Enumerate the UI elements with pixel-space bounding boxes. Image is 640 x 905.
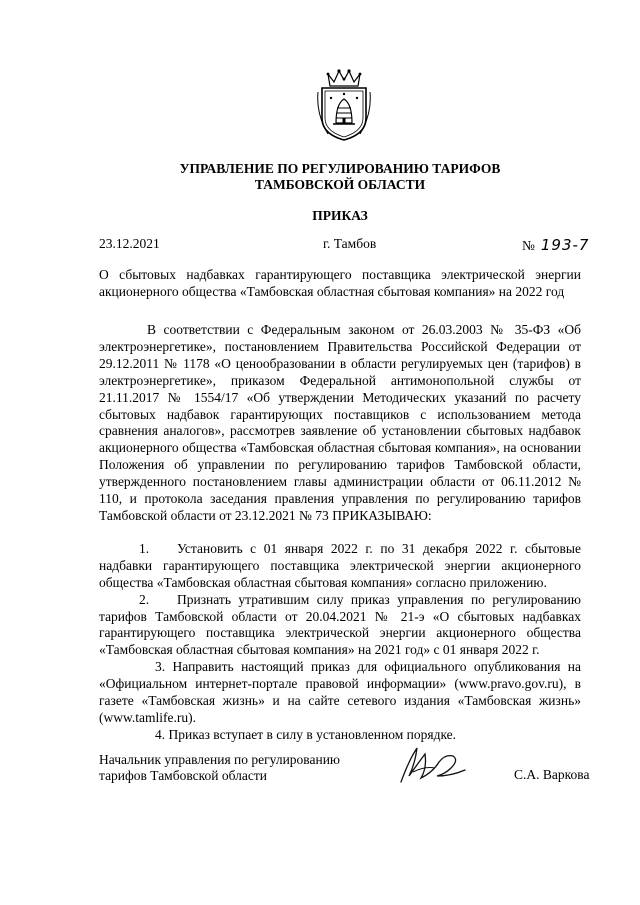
item-number: 2. bbox=[139, 591, 150, 607]
signatory-title-line-2: тарифов Тамбовской области bbox=[99, 768, 267, 783]
preamble-paragraph bbox=[99, 322, 581, 525]
org-line-1: УПРАВЛЕНИЕ ПО РЕГУЛИРОВАНИЮ ТАРИФОВ bbox=[179, 161, 501, 176]
item-number: 1. bbox=[139, 540, 150, 556]
organization-name bbox=[60, 161, 620, 193]
org-line-2: ТАМБОВСКОЙ ОБЛАСТИ bbox=[254, 177, 426, 192]
item-text: Признать утратившим силу приказ управления по регулированию тарифов Тамбовской области от 20.04.2021 № 21-э «О сбытовых надбавках гарантирующего поставщика электрической энергии акционерного общества «Тамбовская областная сбытовая компания» на 2021 год» с 01 января 2022 г. bbox=[99, 591, 581, 658]
order-subject: О сбытовых надбавках гарантирующего поставщика электрической энергии акционерного общества «Тамбовская областная сбытовая компания» на 2022 год bbox=[99, 267, 581, 299]
order-word: ПРИКАЗЫВАЮ: bbox=[332, 507, 432, 523]
order-item-2 bbox=[99, 592, 581, 660]
item-number: 4. bbox=[155, 726, 166, 742]
signatory-title bbox=[99, 752, 340, 784]
order-item-4 bbox=[99, 727, 581, 744]
coat-of-arms-emblem bbox=[314, 68, 374, 142]
order-body bbox=[99, 322, 581, 744]
number-handwritten: 193-7 bbox=[540, 236, 590, 254]
item-text: Установить с 01 января 2022 г. по 31 декабря 2022 г. сбытовые надбавки гарантирующего поставщика электрической энергии акционерного общества «Тамбовская областная сбытовая компания» согласно приложению. bbox=[99, 540, 581, 590]
signatory-title-line-1: Начальник управления по регулированию bbox=[99, 752, 341, 767]
signatory-name: С.А. Варкова bbox=[514, 767, 590, 782]
item-text: Направить настоящий приказ для официального опубликования на «Официальном интернет-портале правовой информации» (www.pravo.gov.ru), в газете «Тамбовская жизнь» и на сайте сетевого издания «Тамбовская жизнь» (www.tamlife.ru). bbox=[99, 659, 582, 725]
order-item-3 bbox=[99, 659, 581, 727]
order-date: 23.12.2021 bbox=[99, 236, 160, 251]
item-text: Приказ вступает в силу в установленном порядке. bbox=[168, 726, 457, 742]
order-city: г. Тамбов bbox=[323, 236, 377, 251]
handwritten-signature bbox=[395, 742, 475, 786]
number-sign: № bbox=[522, 238, 535, 253]
order-item-1 bbox=[99, 541, 581, 592]
document-type: ПРИКАЗ bbox=[312, 208, 368, 223]
order-number bbox=[522, 236, 589, 254]
item-number: 3. bbox=[155, 659, 166, 675]
preamble-text: В соответствии с Федеральным законом от 26.03.2003 № 35-ФЗ «Об электроэнергетике», постановлением Правительства Российской Федерации от 29.12.2011 № 1178 «О ценообразовании в области регулируемых цен (тарифов) в электроэнергетике», приказом Федеральной антимонопольной службы от 21.11.2017 № 1554/17 «Об утверждении Методических указаний по расчету сбытовых надбавок гарантирующих поставщиков с использованием метода сравнения аналогов», рассмотрев заявление об установлении сбытовых надбавок акционерного общества «Тамбовская областная сбытовая компания», на основании Положения об управлении по регулированию тарифов Тамбовской области, утвержденного постановлением главы администрации области от 06.11.2012 № 110, и протокола заседания правления управления по регулированию тарифов Тамбовской области от 23.12.2021 № 73 bbox=[99, 322, 581, 523]
